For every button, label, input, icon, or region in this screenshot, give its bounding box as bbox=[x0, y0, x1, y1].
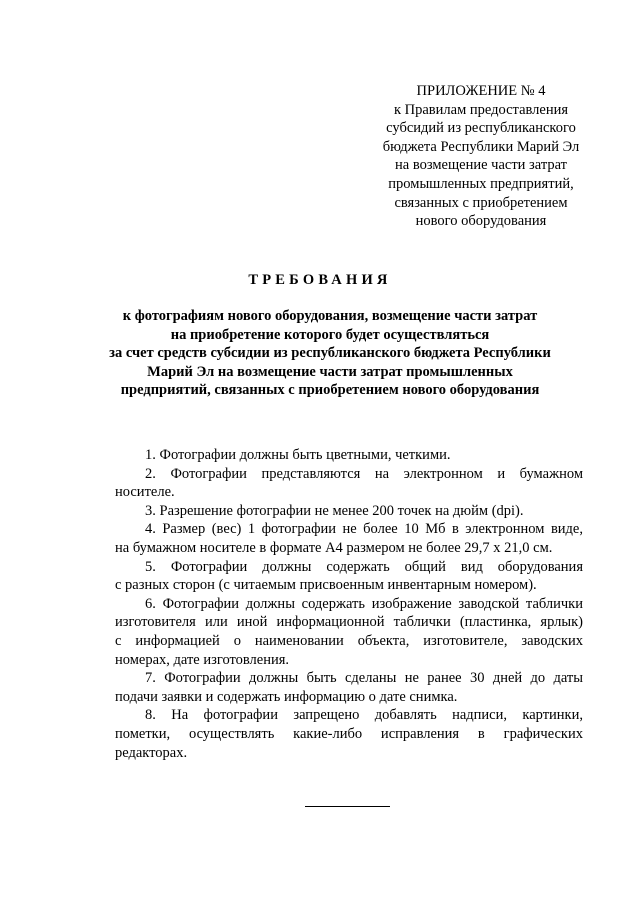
requirement-item-3 bbox=[115, 502, 583, 521]
requirement-item-2 bbox=[115, 465, 583, 502]
requirement-text: пометки, осуществлять какие-либо исправления в графических bbox=[115, 725, 583, 742]
requirement-text: 1. Фотографии должны быть цветными, четкими. bbox=[145, 447, 451, 463]
appendix-line: субсидий из республиканского bbox=[386, 120, 576, 137]
requirement-item-4 bbox=[115, 520, 583, 557]
requirement-item-7 bbox=[115, 669, 583, 706]
document-title: ТРЕБОВАНИЯ bbox=[248, 272, 392, 288]
requirement-text: с разных сторон (с читаемым присвоенным инвентарным номером). bbox=[115, 577, 537, 594]
document-subtitle bbox=[80, 307, 580, 400]
requirement-item-8 bbox=[115, 706, 583, 762]
appendix-line: нового оборудования bbox=[415, 213, 547, 230]
appendix-line: промышленных предприятий, bbox=[388, 175, 574, 192]
requirement-text: 5. Фотографии должны содержать общий вид оборудования bbox=[145, 558, 583, 575]
appendix-line: связанных с приобретением bbox=[394, 194, 568, 211]
requirement-text: носителе. bbox=[115, 484, 175, 501]
requirement-item-6 bbox=[115, 595, 583, 669]
end-divider-line bbox=[305, 806, 390, 807]
requirement-text: редакторах. bbox=[115, 744, 188, 761]
appendix-number: ПРИЛОЖЕНИЕ № 4 bbox=[416, 83, 546, 99]
requirement-item-1 bbox=[115, 446, 583, 465]
subtitle-line: на приобретение которого будет осуществляться bbox=[170, 326, 490, 343]
requirement-text: изготовителя или иной информационной таблички (пластинка, ярлык) bbox=[115, 614, 583, 631]
requirement-text: 4. Размер (вес) 1 фотографии не более 10 Мб в электронном виде, bbox=[145, 521, 583, 538]
subtitle-line: предприятий, связанных с приобретением нового оборудования bbox=[120, 382, 540, 399]
appendix-line: на возмещение части затрат bbox=[395, 157, 567, 174]
subtitle-line: к фотографиям нового оборудования, возмещение части затрат bbox=[122, 308, 538, 324]
appendix-line: к Правилам предоставления bbox=[393, 101, 569, 118]
subtitle-line: за счет средств субсидии из республиканского бюджета Республики bbox=[109, 345, 551, 362]
requirement-text: 6. Фотографии должны содержать изображение заводской таблички bbox=[145, 595, 583, 612]
requirement-text: 3. Разрешение фотографии не менее 200 точек на дюйм (dpi). bbox=[145, 502, 524, 519]
requirement-text: с информацией о наименовании объекта, изготовителе, заводских bbox=[115, 632, 583, 649]
requirement-text: 7. Фотографии должны быть сделаны не ранее 30 дней до даты bbox=[145, 670, 583, 687]
requirement-text: 8. На фотографии запрещено добавлять надписи, картинки, bbox=[145, 707, 583, 724]
subtitle-line: Марий Эл на возмещение части затрат промышленных bbox=[147, 363, 513, 380]
requirement-text: 2. Фотографии представляются на электронном и бумажном bbox=[145, 465, 583, 482]
requirement-text: на бумажном носителе в формате А4 размером не более 29,7 x 21,0 см. bbox=[115, 539, 553, 556]
requirements-list bbox=[115, 446, 583, 762]
appendix-line: бюджета Республики Марий Эл bbox=[382, 138, 580, 155]
requirement-text: подачи заявки и содержать информацию о дате снимка. bbox=[115, 688, 458, 705]
appendix-header bbox=[352, 82, 610, 231]
requirement-text: номерах, дате изготовления. bbox=[115, 651, 290, 668]
requirement-item-5 bbox=[115, 558, 583, 595]
